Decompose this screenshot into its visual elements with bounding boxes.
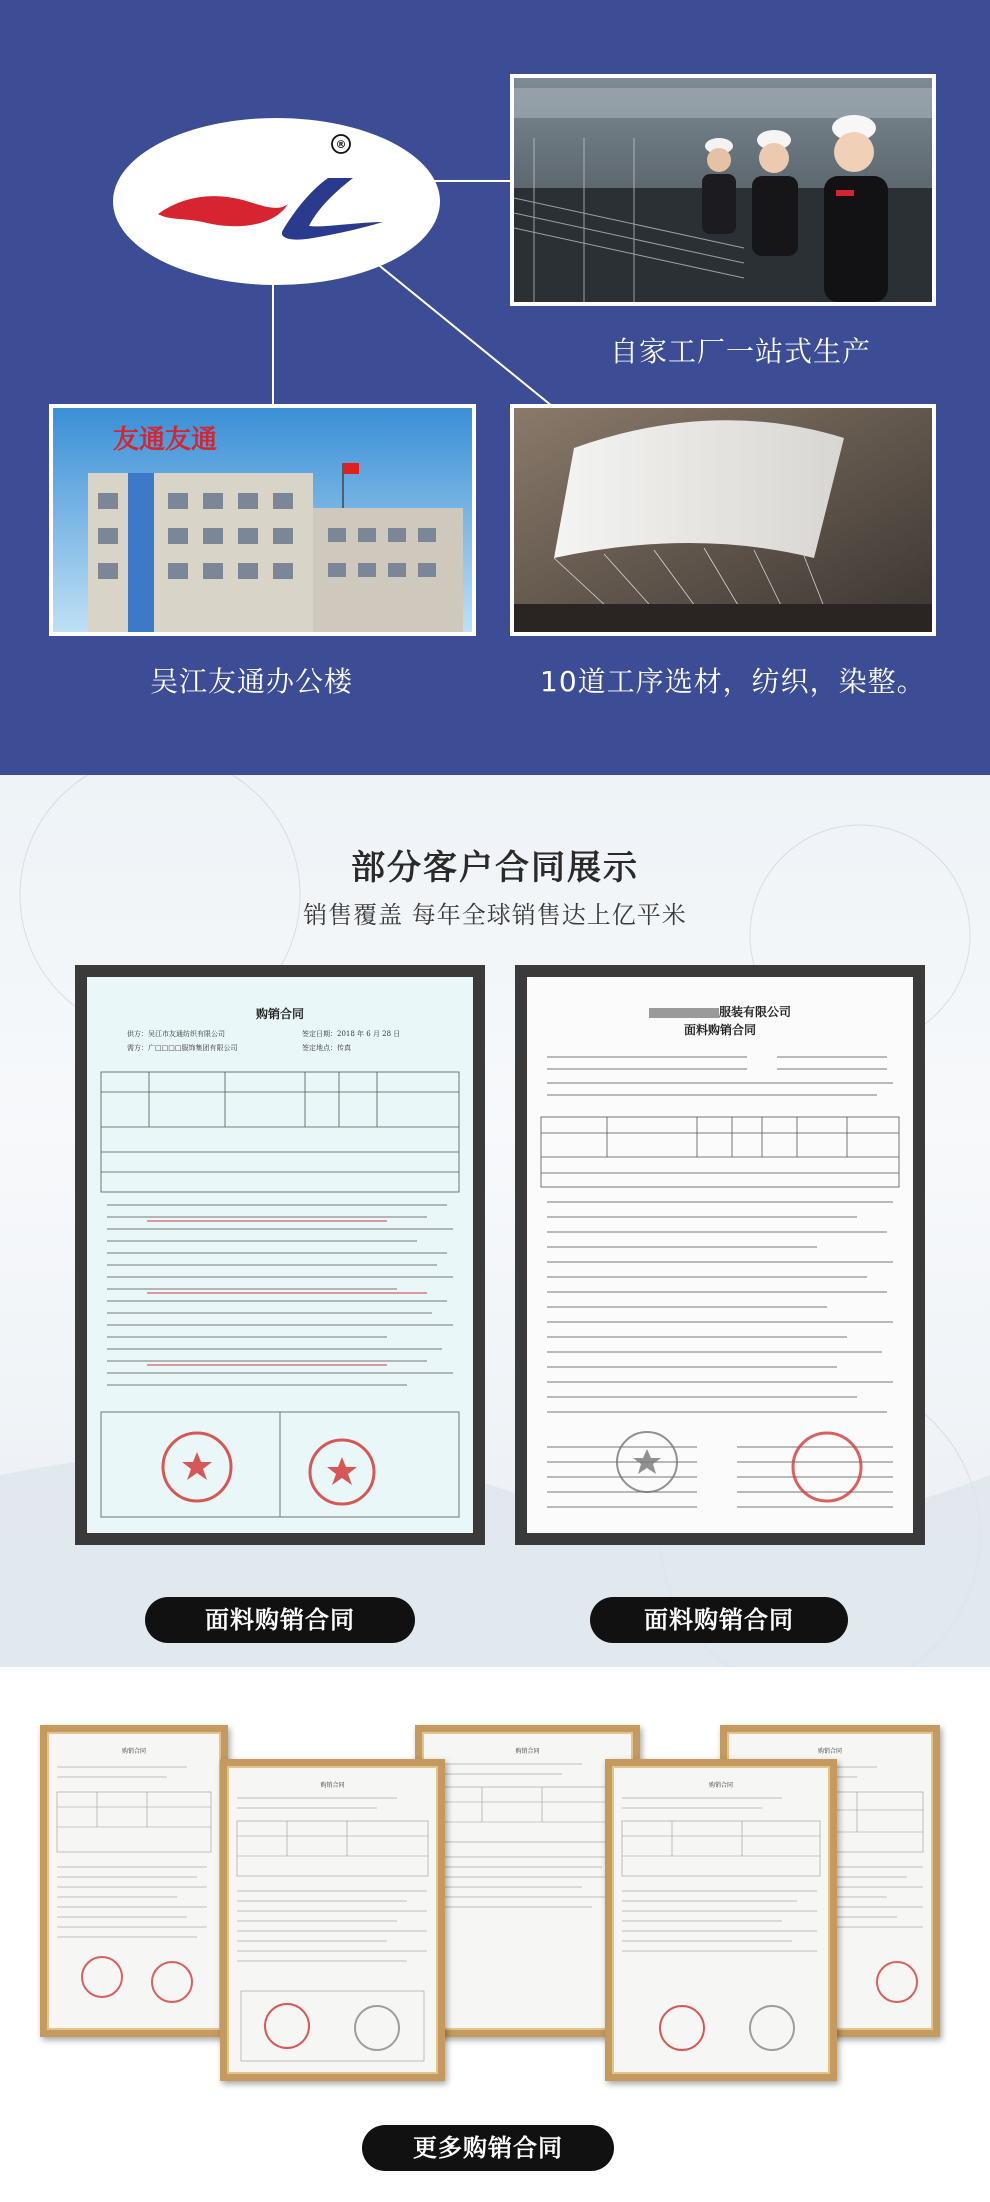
textile-process-photo [510, 404, 936, 636]
customer-contracts-section [0, 775, 990, 1667]
caption-process: 10道工序选材，纺织，染整。 [540, 665, 926, 698]
caption-office: 吴江友通办公楼 [150, 665, 354, 698]
gold-frame-contract-3: 购销合同 [720, 1725, 940, 2037]
office-building-photo [49, 404, 476, 636]
section-subtitle: 销售覆盖 每年全球销售达上亿平米 [303, 901, 687, 929]
caption-factory: 自家工厂一站式生产 [610, 335, 872, 368]
contract-a-body [87, 977, 473, 1533]
factory-workers-photo [510, 74, 936, 306]
label-contract-a: 面料购销合同 [145, 1597, 415, 1643]
gold-frame-contract-1: 购销合同 [40, 1725, 228, 2037]
gold-frame-contract-5: 购销合同 [605, 1759, 837, 2081]
contract-a-supplier: 供方：吴江市友通纺织有限公司 [127, 1030, 225, 1038]
contract-b-subtitle: 面料购销合同 [683, 1023, 756, 1037]
gold-frame-contract-2: 购销合同 [415, 1725, 640, 2037]
label-more-contracts: 更多购销合同 [362, 2125, 614, 2171]
contract-a-date: 签定日期：2018 年 6 月 28 日 [302, 1030, 401, 1038]
contract-a-buyer: 需方：广□□□□服饰集团有限公司 [127, 1044, 238, 1052]
gold-frame-contract-4: 购销合同 [220, 1759, 445, 2081]
svg-text:®: ® [335, 138, 347, 151]
contract-document-a [75, 965, 485, 1545]
contract-a-place: 签定地点：传真 [302, 1044, 351, 1052]
contract-b-company: 服装有限公司 [527, 1003, 913, 1020]
more-contracts-section [0, 1667, 990, 2202]
contract-document-b [515, 965, 925, 1545]
company-logo [113, 118, 440, 285]
label-contract-b: 面料购销合同 [590, 1597, 848, 1643]
contract-a-title: 购销合同 [255, 1007, 304, 1021]
factory-intro-section [0, 0, 990, 775]
section-title: 部分客户合同展示 [351, 848, 639, 888]
svg-text:友通友通: 友通友通 [113, 425, 218, 455]
contract-b-body [527, 977, 913, 1533]
